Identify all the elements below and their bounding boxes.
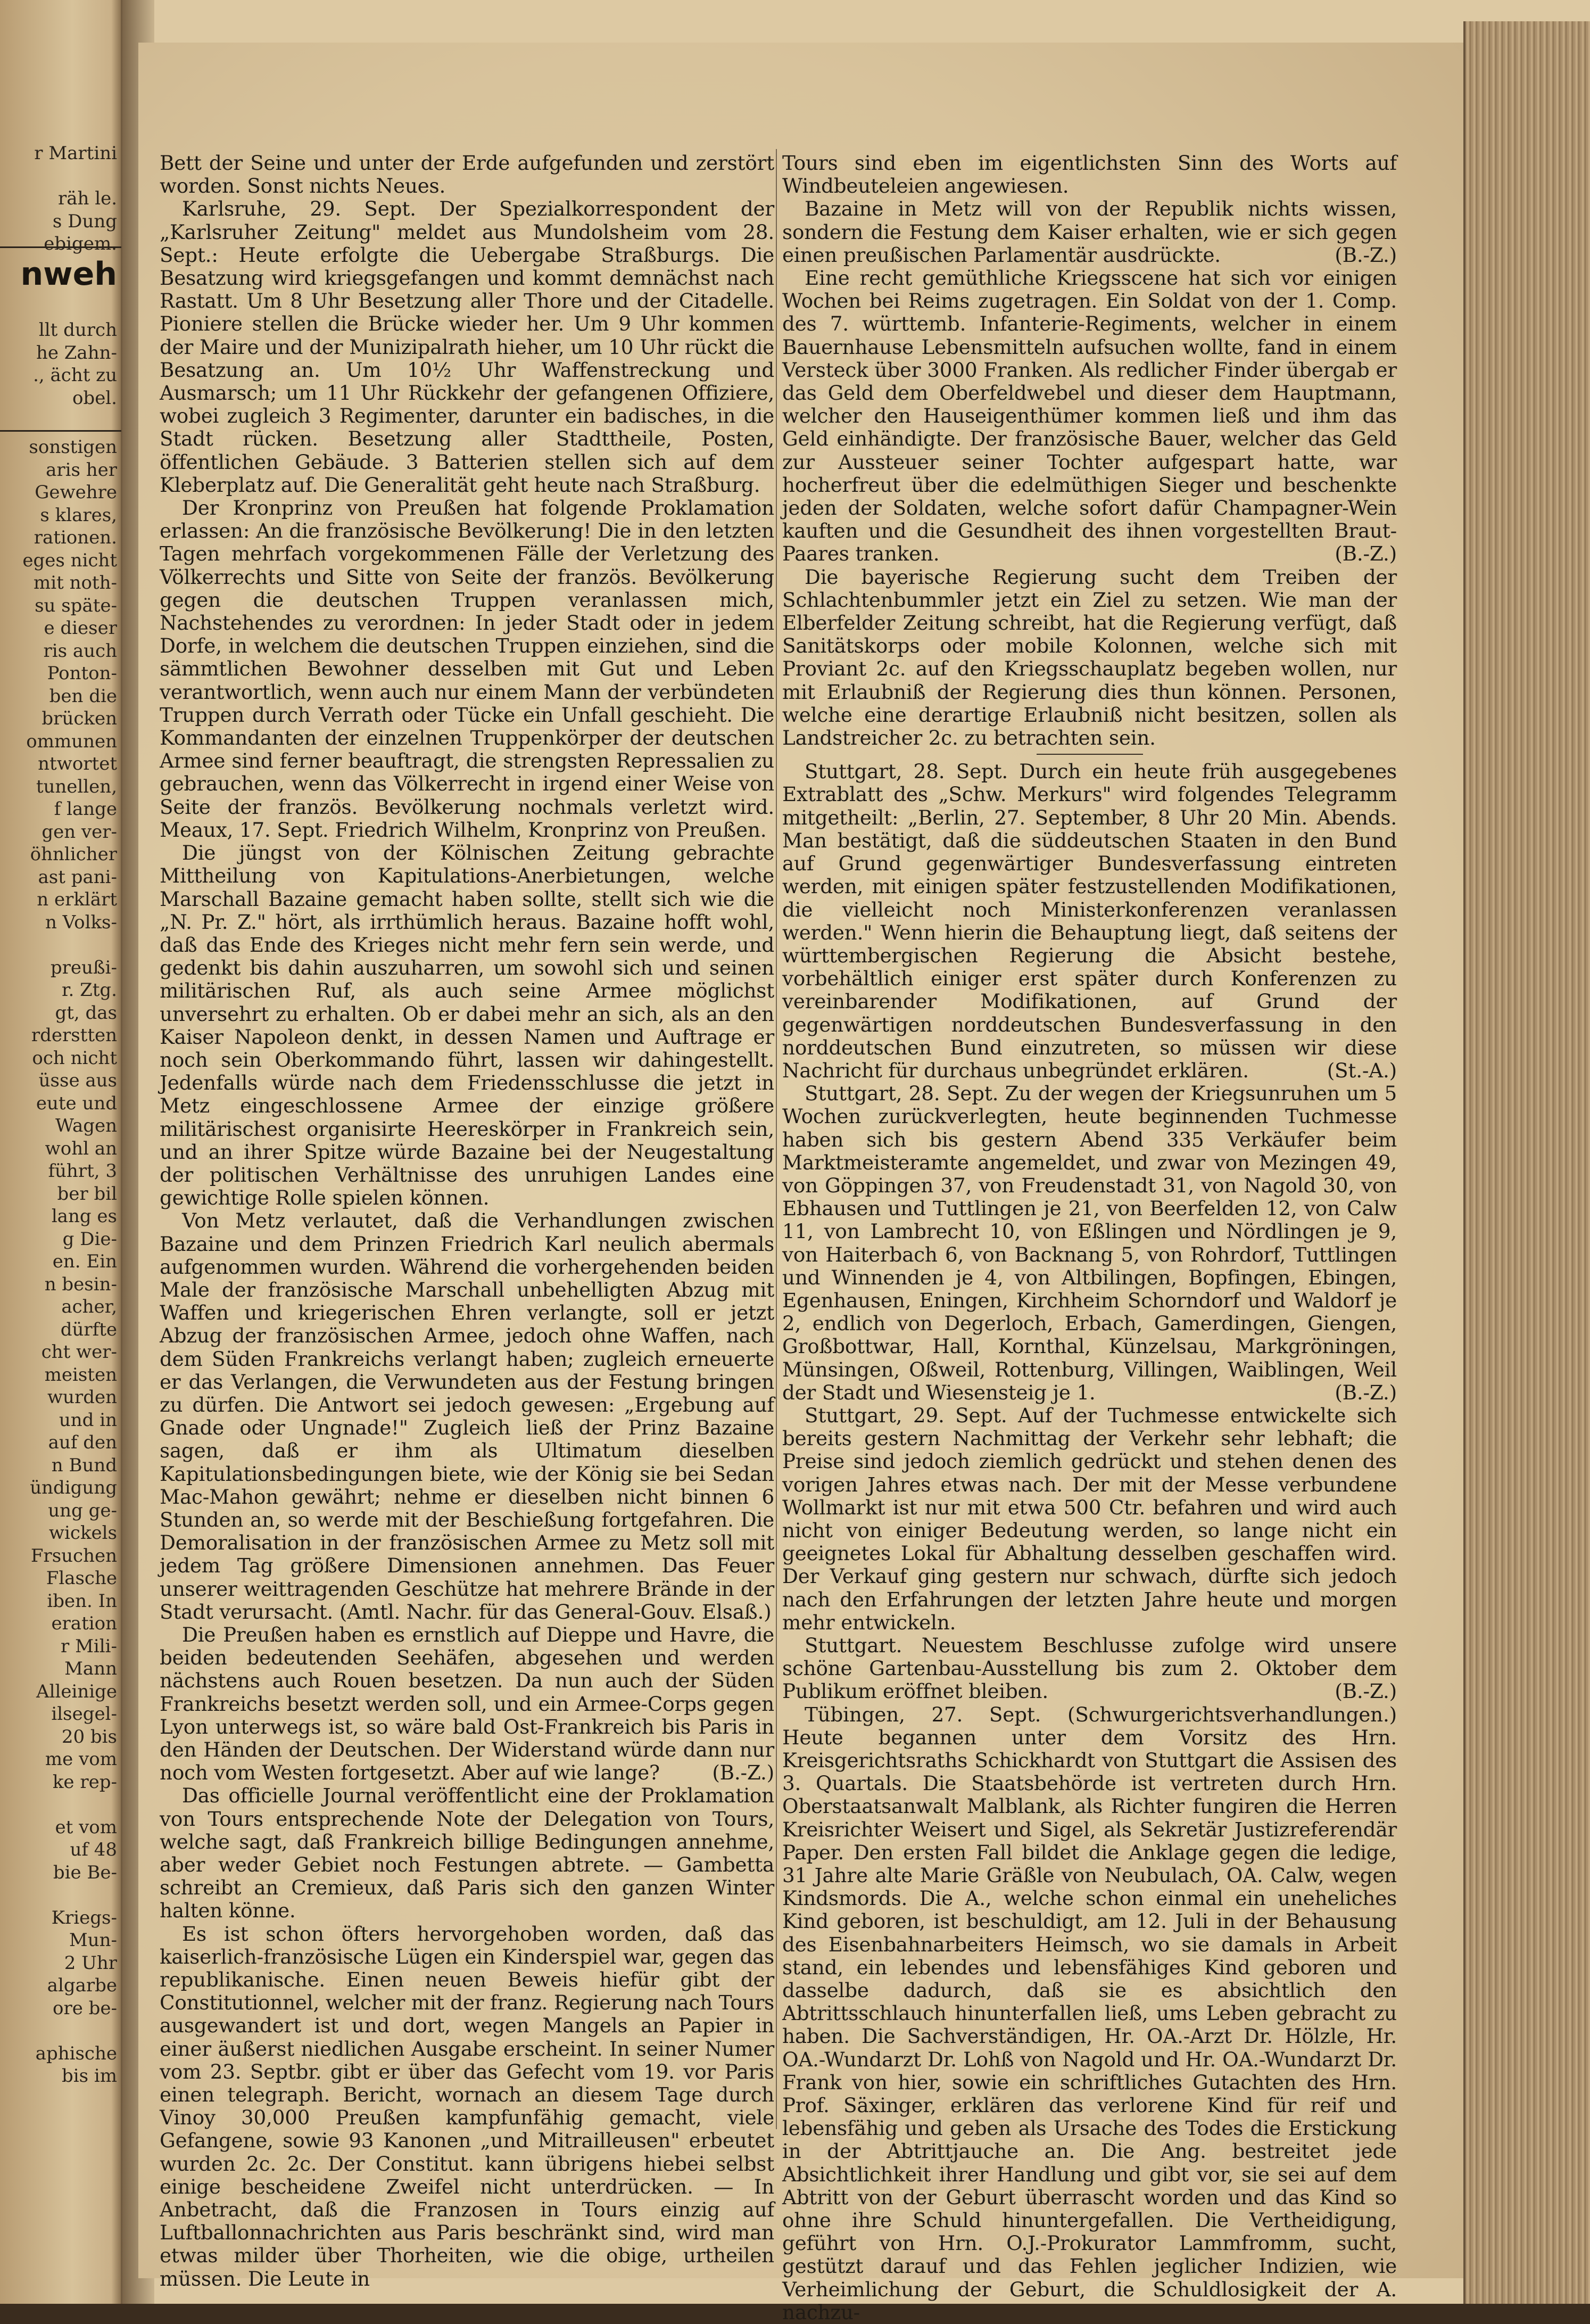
left-page-text-fragment: öhnlicher: [30, 844, 117, 865]
left-page-text-fragment: n besin-: [44, 1273, 117, 1295]
left-page-text-fragment: ilsegel-: [51, 1703, 117, 1725]
left-page-text-fragment: eute und: [36, 1092, 117, 1114]
paragraph-text: Eine recht gemüthliche Kriegsscene hat sich vor einigen Wochen bei Reims zugetragen. Ein Soldat von der 1. Comp. des 7. württemb. Infanterie-Regiments, welcher in einem Bauernhause Lebensmitteln aufsuchen wollte, fand in einem Versteck über 3000 Franken. Als redlicher Finder übergab er das Geld dem Oberfeldwebel und dieser dem Hauptmann, welcher den Hauseigenthümer kommen ließ und ihm das Geld einhändigte. Der französische Bauer, welcher das Geld zur Aussteuer seiner Tochter aufgespart hatte, war hocherfreut über die edelmüthigen Sieger und beschenkte jeden der Soldaten, welche sofort dafür Champagner-Wein kauften und die Gesundheit des ihnen vorgestellten Braut-Paares tranken.: [782, 266, 1397, 566]
left-page-text-fragment: 2 Uhr: [64, 1952, 117, 1974]
left-page-text-fragment: r. Ztg.: [62, 979, 117, 1001]
paragraph-text: Stuttgart, 28. Sept. Durch ein heute früh ausgegebenes Extrablatt des „Schw. Merkurs" wird folgendes Telegramm mitgetheilt: „Berlin, 27. September, 8 Uhr 20 Min. Abends. Man bestätigt, daß die süddeutschen Staaten in den Bund auf Grund gegenwärtiger Bundesverfassung eintreten werden, mit einigen später festzustellenden Modifikationen, die vielleicht noch Ministerkonferenzen veranlassen werden." Wenn hierin die Behauptung liegt, daß seitens der württembergischen Regierung die Absicht bestehe, vorbehältlich einiger erst später durch Konferenzen zu vereinbarender Modifikationen, auf Grund der gegenwärtigen norddeutschen Bundesverfassung in den norddeutschen Bund einzutreten, so müssen wir diese Nachricht für durchaus unbegründet erklären.: [782, 760, 1397, 1082]
left-page-text-fragment: Kriegs-: [51, 1907, 117, 1929]
paragraph-text: Tours sind eben im eigentlichsten Sinn des Worts auf Windbeuteleien angewiesen.: [782, 151, 1397, 198]
left-page-text-fragment: eges nicht: [22, 549, 117, 571]
left-page-text-fragment: s Dung: [52, 210, 117, 232]
paragraph-text: Von Metz verlautet, daß die Verhandlungen zwischen Bazaine und dem Prinzen Friedrich Karl neulich abermals aufgenommen wurden. Während die vorhergehenden beiden Male der französische Marschall unbehelligten Abzug mit Waffen und kriegerischen Ehren verlangte, soll er jetzt Abzug der französischen Armee, jedoch ohne Waffen, nach dem Süden Frankreichs verlangt haben; zugleich erneuerte er das Verlangen, die Verwundeten aus der Festung bringen zu dürfen. Die Antwort sei jedoch gewesen: „Ergebung auf Gnade oder Ungnade!" Zugleich ließ der Prinz Bazaine sagen, daß er ihm als Ultimatum dieselben Kapitulationsbedingungen biete, wie der König sie bei Sedan Mac-Mahon gewährt; nehme er dieselben nicht binnen 6 Stunden an, so werde mit der Beschießung fortgefahren. Die Demoralisation in der französischen Armee zu Metz soll mit jedem Tag größere Dimensionen annehmen. Das Feuer unserer weittragenden Geschütze hat mehrere Brände in der Stadt verursacht. (Amtl. Nachr. für das General-Gouv. Elsaß.): [160, 1209, 774, 1623]
left-page-text-fragment: et vom: [55, 1816, 117, 1838]
left-page-text-fragment: lang es: [51, 1206, 117, 1227]
left-page-text-fragment: räh le.: [57, 188, 117, 209]
left-page-text-fragment: g Die-: [62, 1228, 117, 1250]
left-page-text-fragment: su späte-: [35, 595, 117, 616]
left-page-text-fragment: ommunen: [26, 730, 117, 752]
article-paragraph: [782, 1404, 1397, 1634]
left-page-text-fragment: n erklärt: [37, 889, 117, 910]
left-page-text-fragment: führt, 3: [48, 1160, 117, 1182]
left-page-text-fragment: tunellen,: [36, 776, 117, 797]
paragraph-text: Es ist schon öfters hervorgehoben worden, daß das kaiserlich-französische Lügen ein Kinderspiel war, gegen das republikanische. Einen neuen Beweis hiefür gibt der Constitutionnel, welcher mit der franz. Regierung nach Tours ausgewandert ist und dort, wegen Mangels an Papier in einer äußerst niedlichen Ausgabe erscheint. In seiner Numer vom 23. Septbr. gibt er über das Gefecht vom 19. vor Paris einen telegraph. Bericht, wornach an diesem Tage durch Vinoy 30,000 Preußen kampfunfähig gemacht, viele Gefangene, sowie 93 Kanonen „und Mitrailleusen" erbeutet wurden 2c. 2c. Der Constitut. kann übrigens hiebei selbst einige bescheidene Zweifel nicht unterdrücken. — In Anbetracht, daß die Franzosen in Tours einzig auf Luftballonnachrichten aus Paris beschränkt sind, wird man etwas milder über Thorheiten, wie die obige, urtheilen müssen. Die Leute in: [160, 1922, 774, 2290]
left-page-text-fragment: ke rep-: [52, 1771, 117, 1793]
left-page-text-fragment: Frsuchen: [30, 1545, 117, 1567]
paragraph-text: Die bayerische Regierung sucht dem Treiben der Schlachtenbummler jetzt ein Ziel zu setzen. Wie man der Elberfelder Zeitung schreibt, hat die Regierung verfügt, daß Sanitätskorps oder mobile Kolonnen, welche sich mit Proviant 2c. auf den Kriegsschauplatz begeben wollen, nur mit Erlaubniß der Regierung dies thun können. Personen, welche eine derartige Erlaubniß nicht besitzen, sollen als Landstreicher 2c. zu betrachten sein.: [782, 565, 1397, 750]
left-page-text-fragment: r Martini: [34, 143, 117, 164]
left-page-text-fragment: bis im: [61, 2065, 117, 2087]
left-page-text-fragment: och nicht: [32, 1047, 117, 1069]
left-page-text-fragment: preußi-: [50, 957, 117, 978]
paragraph-text: Die Preußen haben es ernstlich auf Dieppe und Havre, die beiden bedeutenden Seehäfen, abgesehen und werden nächstens auch Rouen besetzen. Da nun auch der Süden Frankreichs besetzt werden soll, und ein Armee-Corps gegen Lyon unterwegs ist, so wäre bald Ost-Frankreich bis Paris in den Händen der Deutschen. Der Widerstand würde dann nur noch vom Westen fortgesetzt. Aber auf wie lange?: [160, 1623, 774, 1785]
left-facing-page-fragment: [0, 0, 122, 2304]
source-attribution: (B.-Z.): [1335, 1679, 1397, 1703]
left-page-text-fragment: ., ächt zu: [33, 365, 117, 386]
article-paragraph: [160, 197, 774, 497]
left-page-text-fragment: üsse aus: [38, 1070, 117, 1091]
paragraph-text: Die jüngst von der Kölnischen Zeitung gebrachte Mittheilung von Kapitulations-Anerbietungen, welche Marschall Bazaine gemacht haben sollte, stellt sich wie die „N. Pr. Z." hört, als irrthümlich heraus. Bazaine hofft wohl, daß das Ende des Krieges nicht mehr fern sein werde, und gedenkt bis dahin auszuharren, um sowohl sich und seinen militärischen Ruf, als auch seine Armee möglichst unversehrt zu erhalten. Ob er dabei mehr an sich, als an den Kaiser Napoleon denkt, in dessen Namen und Auftrage er noch sein Oberkommando führt, lassen wir dahingestellt. Jedenfalls würde nach dem Friedensschlusse die jetzt in Metz eingeschlossene Armee der einzige größere militärischest organisirte Heereskörper in Frankreich sein, und an ihrer Spitze würde Bazaine bei der Neugestaltung der politischen Verhältnisse des unruhigen Landes eine gewichtige Rolle spielen können.: [160, 841, 774, 1210]
column-divider: [776, 149, 777, 2129]
article-paragraph: [782, 1634, 1397, 1703]
left-page-text-fragment: Ponton-: [47, 663, 117, 684]
left-page-text-fragment: gen ver-: [42, 821, 117, 843]
article-paragraph: [782, 566, 1397, 750]
left-page-text-fragment: cht wer-: [41, 1341, 117, 1363]
paragraph-text: Tübingen, 27. Sept. (Schwurgerichtsverhandlungen.) Heute begannen unter dem Vorsitz des Hrn. Kreisgerichtsraths Schickhardt von Stuttgart die Assisen des 3. Quartals. Die Staatsbehörde ist vertreten durch Hrn. Oberstaatsanwalt Malblank, als Richter fungiren die Herren Kreisrichter Weisert und Sigel, als Sekretär Justizreferendär Paper. Den ersten Fall bildet die Anklage gegen die ledige, 31 Jahre alte Marie Gräßle von Neubulach, OA. Calw, wegen Kindsmords. Die A., welche schon einmal ein uneheliches Kind geboren, ist beschuldigt, am 12. Juli in der Behausung des Eisenbahnarbeiters Heimsch, wo sie damals in Arbeit stand, ein lebendes und lebensfähiges Kind geboren und dasselbe dadurch, daß sie es absichtlich den Abtrittsschlauch hinunterfallen ließ, ums Leben gebracht zu haben. Die Sachverständigen, Hr. OA.-Arzt Dr. Hölzle, Hr. OA.-Wundarzt Dr. Lohß von Nagold und Hr. OA.-Wundarzt Dr. Frank von hier, sowie ein schriftliches Gutachten des Hrn. Prof. Säxinger, erklären das verlorene Kind für reif und lebensfähig und geben als Ursache des Todes die Erstickung in der Abtrittjauche an. Die Ang. bestreitet jede Absichtlichkeit ihrer Handlung und gibt vor, sie sei auf dem Abtritt von der Geburt überrascht worden und das Kind so ohne ihre Schuld hinuntergefallen. Die Vertheidigung, geführt von Hrn. O.J.-Prokurator Lammfromm, sucht, gestützt darauf und das Fehlen jeglicher Indizien, wie Verheimlichung der Geburt, die Schuldlosigkeit der A. nachzu-: [782, 1702, 1397, 2324]
left-page-text-fragment: en. Ein: [52, 1251, 117, 1272]
source-attribution: (St.-A.): [1327, 1058, 1397, 1082]
left-page-text-fragment: und in: [59, 1409, 117, 1431]
left-page-text-fragment: Gewehre: [35, 482, 117, 503]
left-page-text-fragment: ebigem.: [44, 233, 117, 254]
paragraph-text: Bazaine in Metz will von der Republik nichts wissen, sondern die Festung dem Kaiser erhalten, wie er sich gegen einen preußischen Parlamentär ausdrückte.: [782, 197, 1397, 267]
article-paragraph: [782, 1703, 1397, 2324]
left-page-text-fragment: uf 48: [70, 1839, 117, 1860]
left-page-text-fragment: wurden: [47, 1387, 117, 1408]
article-paragraph: [782, 197, 1397, 267]
left-page-text-fragment: bie Be-: [53, 1861, 117, 1883]
left-page-text-fragment: he Zahn-: [36, 342, 117, 364]
left-page-text-fragment: ore be-: [52, 1997, 117, 2019]
source-attribution: (B.-Z.): [1335, 1380, 1397, 1404]
left-page-text-fragment: brücken: [42, 708, 117, 729]
article-paragraph: [160, 842, 774, 1209]
left-page-text-fragment: llt durch: [38, 319, 117, 341]
article-paragraph: [160, 152, 774, 197]
left-page-text-fragment: ris auch: [43, 640, 117, 662]
left-page-text-fragment: dürfte: [60, 1318, 117, 1340]
left-page-text-fragment: aris her: [46, 459, 117, 481]
left-page-text-fragment: gt, das: [55, 1002, 117, 1024]
article-column-left: [160, 152, 774, 2290]
left-page-text-fragment: ast pani-: [38, 866, 117, 888]
left-page-text-fragment: ntwortet: [38, 753, 117, 774]
left-page-text-fragment: Alleinige: [36, 1680, 117, 1702]
left-page-text-fragment: Flasche: [46, 1568, 117, 1589]
paragraph-text: Bett der Seine und unter der Erde aufgefunden und zerstört worden. Sonst nichts Neues.: [160, 151, 774, 198]
left-page-heading-fragment: nweh: [20, 256, 117, 293]
left-page-text-fragment: ber bil: [57, 1183, 117, 1205]
article-paragraph: [782, 152, 1397, 197]
source-attribution: (B.-Z.): [712, 1761, 774, 1785]
article-paragraph: [160, 1209, 774, 1623]
left-page-rule: [0, 430, 121, 432]
left-page-text-fragment: obel.: [72, 387, 117, 409]
left-page-text-fragment: auf den: [48, 1432, 117, 1453]
source-attribution: (B.-Z.): [1335, 542, 1397, 566]
paragraph-text: Das officielle Journal veröffentlicht eine der Proklamation von Tours entsprechende Note der Delegation von Tours, welche sagt, daß Frankreich billige Bedingungen annehme, aber weder Gebiet noch Festungen abtrete. — Gambetta schreibt an Cremieux, daß Paris sich den ganzen Winter halten könne.: [160, 1784, 774, 1923]
article-paragraph: [782, 267, 1397, 566]
left-page-text-fragment: me vom: [45, 1749, 117, 1770]
left-page-text-fragment: ung ge-: [48, 1499, 117, 1521]
paragraph-text: Stuttgart, 29. Sept. Auf der Tuchmesse entwickelte sich bereits gestern Nachmittag der Verkehr sehr lebhaft; die Preise sind jedoch ziemlich gedrückt und stehen denen des vorigen Jahres etwas nach. Der mit der Messe verbundene Wollmarkt ist nur mit etwa 500 Ctr. befahren und wird auch nicht von einiger Bedeutung werden, so lange nicht ein geeignetes Lokal für Abhaltung desselben geschaffen wird. Der Verkauf ging gestern nur schwach, dürfte sich jedoch nach den Erfahrungen der letzten Jahre heute und morgen mehr entwickeln.: [782, 1403, 1397, 1634]
article-paragraph: [782, 760, 1397, 1082]
article-paragraph: [160, 497, 774, 842]
article-paragraph: [160, 1784, 774, 1922]
left-page-text-fragment: r Mili-: [61, 1635, 117, 1657]
left-page-text-fragment: 20 bis: [61, 1726, 117, 1748]
left-page-text-fragment: Mun-: [69, 1930, 117, 1951]
left-page-text-fragment: rderstten: [31, 1025, 117, 1046]
left-page-text-fragment: iben. In: [47, 1590, 117, 1612]
article-paragraph: [782, 1082, 1397, 1404]
paragraph-text: Karlsruhe, 29. Sept. Der Spezialkorrespondent der „Karlsruher Zeitung" meldet aus Mundolsheim vom 28. Sept.: Heute erfolgte die Uebergabe Straßburgs. Die Besatzung wird kriegsgefangen und kommt demnächst nach Rastatt. Um 8 Uhr Besetzung aller Thore und der Citadelle. Pioniere stellen die Brücke wieder her. Um 9 Uhr kommen der Maire und der Munizipalrath hieher, um 10 Uhr rückt die Besatzung an. Um 10½ Uhr Waffenstreckung und Ausmarsch; um 11 Uhr Rückkehr der gefangenen Offiziere, wobei zugleich 3 Regimenter, darunter ein badisches, in die Stadt rücken. Besetzung aller Stadttheile, Posten, öffentlichen Gebäude. 3 Batterien stellen sich auf dem Kleberplatz auf. Die Generalität geht heute nach Straßburg.: [160, 197, 774, 497]
left-page-text-fragment: rationen.: [34, 527, 117, 548]
left-page-text-fragment: e dieser: [44, 617, 117, 639]
left-page-text-fragment: aphische: [35, 2042, 117, 2064]
left-page-text-fragment: algarbe: [47, 1975, 117, 1996]
source-attribution: (B.-Z.): [1335, 243, 1397, 267]
paragraph-text: Der Kronprinz von Preußen hat folgende Proklamation erlassen: An die französische Bevölkerung! Die in den letzten Tagen mehrfach vorgekommenen Fälle der Verletzung des Völkerrechts und Sitte von Seite der französ. Bevölkerung gegen die deutschen Truppen veranlassen mich, Nachstehendes zu verordnen: In jeder Stadt oder in jedem Dorfe, in welchem die deutschen Truppen einziehen, sind die sämmtlichen Bewohner desselben mit Gut und Leben verantwortlich, wenn auch nur einem Mann der verbündeten Truppen durch Verrath oder Tücke ein Unfall geschieht. Die Kommandanten der einzelnen Truppenkörper der deutschen Armee sind ferner beauftragt, die strengsten Repressalien zu gebrauchen, wenn das Völkerrecht in irgend einer Weise von Seite der französ. Bevölkerung nochmals verletzt wird. Meaux, 17. Sept. Friedrich Wilhelm, Kronprinz von Preußen.: [160, 496, 774, 842]
section-separator: [1037, 754, 1143, 755]
paragraph-text: Stuttgart. Neuestem Beschlusse zufolge wird unsere schöne Gartenbau-Ausstellung bis zum 2. Oktober dem Publikum eröffnet bleiben.: [782, 1634, 1397, 1703]
left-page-text-fragment: Mann: [64, 1658, 117, 1679]
left-page-text-fragment: acher,: [61, 1296, 117, 1317]
left-page-text-fragment: meisten: [44, 1364, 117, 1386]
left-page-text-fragment: sonstigen: [29, 436, 117, 458]
left-page-text-fragment: f lange: [54, 798, 117, 820]
left-page-text-fragment: n Volks-: [45, 911, 117, 933]
left-page-text-fragment: n Bund: [51, 1454, 117, 1476]
article-column-right: [782, 152, 1397, 2324]
left-page-text-fragment: mit noth-: [33, 572, 117, 594]
page-edges-stack: [1463, 21, 1590, 2304]
article-paragraph: [160, 1923, 774, 2290]
article-paragraph: [160, 1623, 774, 1784]
left-page-text-fragment: Wagen: [55, 1115, 117, 1136]
left-page-text-fragment: wohl an: [45, 1138, 117, 1159]
left-page-text-fragment: ündigung: [30, 1477, 117, 1498]
left-page-text-fragment: eration: [51, 1613, 117, 1634]
left-page-text-fragment: ben die: [49, 685, 117, 707]
paragraph-text: Stuttgart, 28. Sept. Zu der wegen der Kriegsunruhen um 5 Wochen zurückverlegten, heute beginnenden Tuchmesse haben sich bis gestern Abend 335 Verkäufer beim Marktmeisteramte angemeldet, und zwar von Mezingen 49, von Göppingen 37, von Freudenstadt 31, von Nagold 30, von Ebhausen und Tuttlingen je 21, von Beerfelden 12, von Calw 11, von Lambrecht 10, von Eßlingen und Nördlingen je 9, von Haiterbach 6, von Backnang 5, von Rohrdorf, Tuttlingen und Winnenden je 4, von Altbilingen, Bopfingen, Ebingen, Egenhausen, Eningen, Kirchheim Schorndorf und Waldorf je 2, endlich von Degerloch, Erbach, Gamerdingen, Giengen, Großbottwar, Hall, Kornthal, Künzelsau, Markgröningen, Münsingen, Oßweil, Rottenburg, Villingen, Waiblingen, Weil der Stadt und Wiesensteig je 1.: [782, 1082, 1397, 1404]
left-page-text-fragment: wickels: [48, 1522, 117, 1544]
left-page-text-fragment: s klares,: [40, 504, 117, 526]
